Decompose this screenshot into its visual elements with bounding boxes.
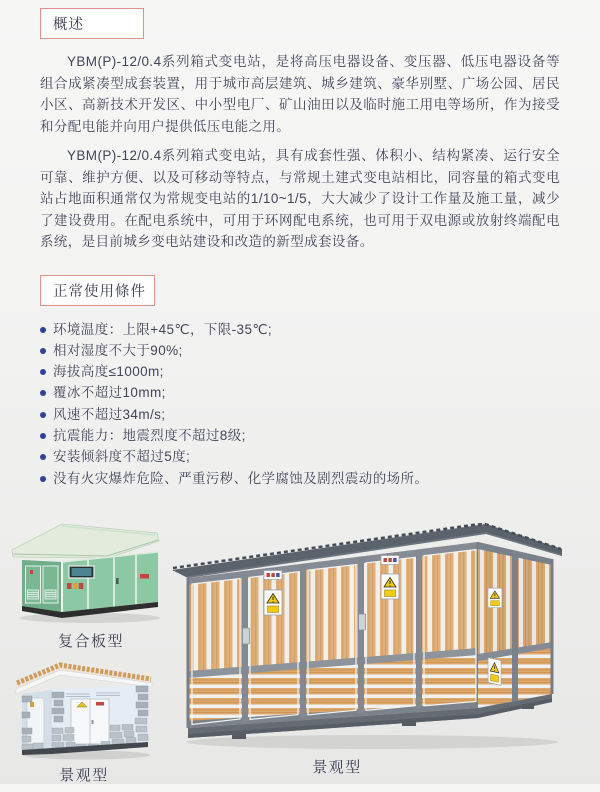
product-photo-gallery [0,504,600,792]
list-item: 风速不超过34m/s; [40,404,560,425]
overview-section [40,8,560,253]
stone-substation-illustration [14,656,154,762]
overview-heading-box [40,8,144,39]
door-handle [359,614,366,630]
brochure-page [0,8,600,792]
list-item: 没有火灾爆炸危险、严重污秽、化学腐蚀及剧烈震动的场所。 [40,468,560,489]
list-item: 相对湿度不大于90%; [40,340,560,361]
door-handle [116,578,119,584]
door-handle [243,628,250,644]
photo-caption: 景观型 [312,759,362,776]
warning-label-icon [30,570,33,574]
warning-label-icon [30,702,34,707]
photo-caption: 复合板型 [57,633,124,650]
conditions-list [40,319,560,489]
frame-mullion [512,550,518,703]
overview-paragraphs [40,51,560,253]
overview-heading-label: 概述 [53,17,84,33]
list-item: 安装倾斜度不超过5度; [40,446,560,467]
list-item: 环境温度：上限+45℃，下限-35℃; [40,319,560,340]
photo-wood-landscape-substation [172,518,564,754]
wood-substation-illustration [172,518,564,754]
overview-paragraph: YBM(P)-12/0.4系列箱式变电站，是将高压电器设备、变压器、低压电器设备等组合成紧凑型成套装置，用于城市高层建筑、城乡建筑、豪华别墅、广场公园、居民小区、高新技术开发区、中小型电厂、矿山油田以及临时施工用电等场所，作为接受和分配电能并向用户提供低压电能之用。 [40,54,560,134]
conditions-section [40,275,560,489]
conditions-heading-box [40,275,155,306]
list-item: 海拔高度≤1000m; [40,361,560,382]
overview-paragraph: YBM(P)-12/0.4系列箱式变电站，具有成套性强、体积小、结构紧凑、运行安全可靠、维护方便、以及可移动等特点，与常规土建式变电站相比，同容量的箱式变电站占地面积通常仅为常规变电站的1/10~1/5，大大减少了设计工作量及施工量，减少了建设费用。在配电系统中，可用于环网配电系统，也可用于双电源或放射终端配电系统，是目前城乡变电站建设和改造的新型成套设备。 [40,148,560,249]
warning-label-icon [96,702,104,706]
list-item: 抗震能力：地震烈度不超过8级; [40,425,560,446]
photo-stone-landscape-substation [14,656,154,762]
composite-substation-illustration [10,514,160,626]
list-item: 覆冰不超过10mm; [40,382,560,403]
door-handle [92,720,94,724]
photo-caption: 景观型 [59,767,109,784]
photo-composite-panel-substation [10,514,160,626]
conditions-heading-label: 正常使用條件 [53,283,146,300]
